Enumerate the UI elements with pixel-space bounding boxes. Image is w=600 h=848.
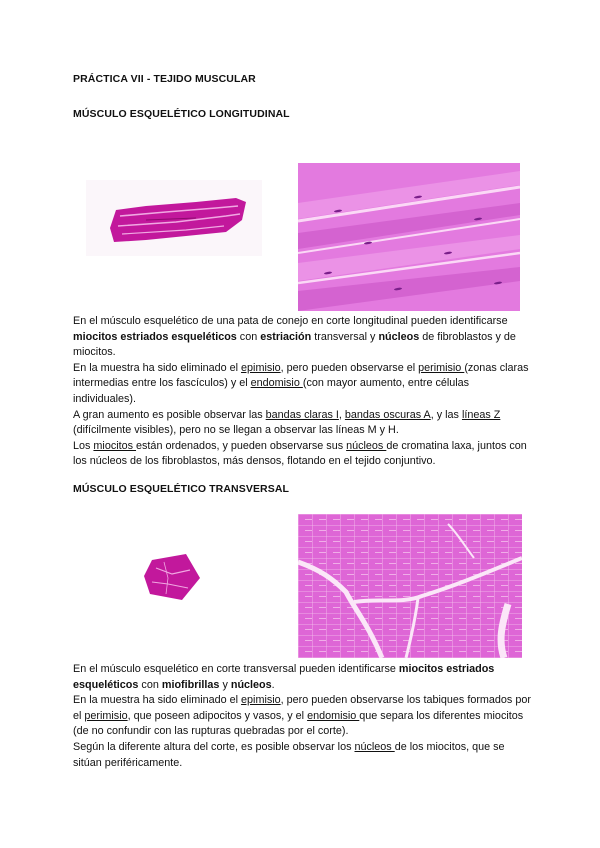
transversal-paragraphs <box>73 662 533 771</box>
underlined-term: bandas claras I <box>265 408 339 421</box>
text-run: , pero pueden observarse los tabiques formados por el <box>73 694 531 722</box>
text-run: En la muestra ha sido eliminado el <box>73 694 242 707</box>
transversal-paragraph-1 <box>73 662 533 693</box>
transversal-paragraph-2 <box>73 693 533 740</box>
text-run: Según la diferente altura del corte, es posible observar los <box>73 740 355 753</box>
text-run: de fibroblastos y de miocitos. <box>73 330 516 359</box>
underlined-term: perimisio <box>84 709 128 722</box>
underlined-term: endomisio <box>250 377 303 390</box>
underlined-term: perimisio <box>418 361 465 374</box>
section-heading-transversal: MÚSCULO ESQUELÉTICO TRANSVERSAL <box>73 483 290 495</box>
longitudinal-paragraph-2 <box>73 361 533 408</box>
transversal-paragraph-3 <box>73 740 533 771</box>
underlined-term: epimisio <box>241 694 281 707</box>
longitudinal-low-mag-image <box>86 180 262 256</box>
bold-term: estriación <box>260 330 312 343</box>
bold-term: miofibrillas <box>161 678 220 691</box>
text-run: . <box>271 678 275 691</box>
text-run: En la muestra ha sido eliminado el <box>73 361 242 374</box>
page-title: PRÁCTICA VII - TEJIDO MUSCULAR <box>73 73 256 85</box>
text-run: con <box>138 678 162 691</box>
text-run: (zonas claras intermedias entre los fascículos) y el <box>73 361 529 390</box>
text-run: transversal y <box>311 330 379 343</box>
underlined-term: endomisio <box>307 709 360 722</box>
text-run: (con mayor aumento, entre células individuales). <box>73 377 470 405</box>
section-heading-longitudinal: MÚSCULO ESQUELÉTICO LONGITUDINAL <box>73 108 290 120</box>
underlined-term: epimisio <box>241 361 281 374</box>
text-run: , pero pueden observarse el <box>280 361 419 374</box>
text-run: y <box>219 678 231 691</box>
transversal-low-mag-image <box>138 548 208 604</box>
text-run: que separa los diferentes miocitos (de no confundir con las rupturas quebradas por el corte). <box>73 709 524 738</box>
text-run: En el músculo esquelético en corte transversal pueden identificarse <box>73 663 399 675</box>
longitudinal-high-mag-image <box>298 163 520 311</box>
bold-term: miocitos estriados esqueléticos <box>73 663 495 691</box>
underlined-term: bandas oscuras A <box>344 408 431 421</box>
longitudinal-paragraph-4 <box>73 439 533 470</box>
text-run: de cromatina laxa, juntos con los núcleos de los fibroblastos, más densos, flotando en el tejido conjuntivo. <box>73 439 527 468</box>
underlined-term: núcleos <box>346 439 387 452</box>
bold-term: núcleos <box>230 678 272 691</box>
text-run: , que poseen adipocitos y vasos, y el <box>127 709 308 722</box>
text-run: , y las <box>430 408 462 421</box>
bold-term: núcleos <box>378 330 420 343</box>
underlined-term: núcleos <box>354 740 395 753</box>
text-run: de los miocitos, que se sitúan periféricamente. <box>73 740 505 769</box>
text-run: En el músculo esquelético de una pata de conejo en corte longitudinal pueden identificarse <box>73 315 508 327</box>
longitudinal-paragraph-1 <box>73 314 533 361</box>
underlined-term: miocitos <box>93 439 137 452</box>
transversal-high-mag-image <box>298 514 522 658</box>
longitudinal-paragraph-3 <box>73 408 533 439</box>
underlined-term: líneas Z <box>461 408 501 421</box>
text-run: están ordenados, y pueden observarse sus <box>136 439 347 452</box>
text-run: , <box>338 408 345 421</box>
text-run: (difícilmente visibles), pero no se llegan a observar las líneas M y H. <box>73 424 399 437</box>
bold-term: miocitos estriados esqueléticos <box>73 330 237 343</box>
longitudinal-paragraphs <box>73 314 533 470</box>
text-run: A gran aumento es posible observar las <box>73 408 266 421</box>
text-run: Los <box>73 439 94 452</box>
text-run: con <box>236 330 261 343</box>
